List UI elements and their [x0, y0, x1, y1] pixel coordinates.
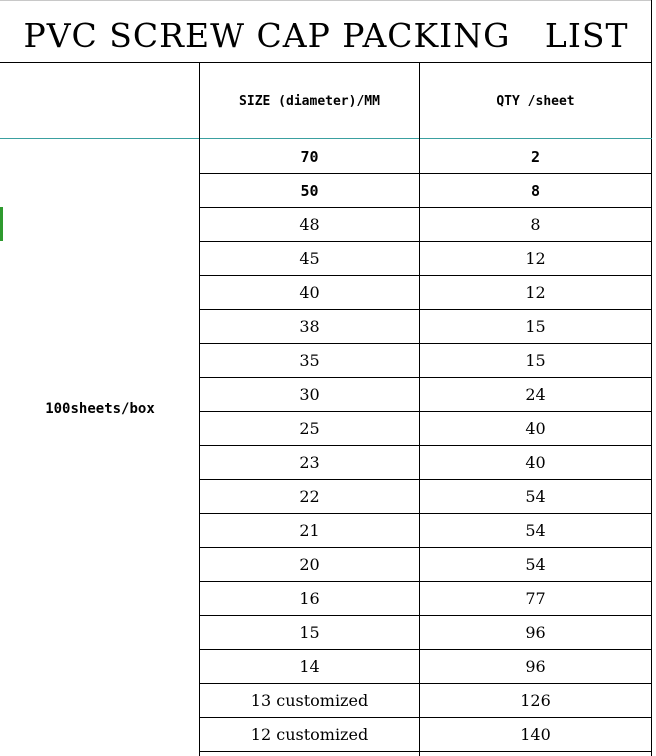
size-cell: 48: [299, 215, 320, 234]
qty-cell: 96: [525, 657, 546, 676]
qty-cell: 15: [525, 351, 546, 370]
size-cell: 20: [299, 555, 320, 574]
size-cell: 50: [300, 182, 319, 200]
right-border: [651, 0, 652, 756]
qty-cell: 54: [525, 521, 546, 540]
qty-cell: 140: [520, 725, 551, 744]
qty-cell: 54: [525, 487, 546, 506]
size-cell: 23: [299, 453, 320, 472]
size-cell: 13 customized: [250, 691, 369, 710]
size-cell: 12 customized: [250, 725, 369, 744]
qty-cell: 40: [525, 453, 546, 472]
size-cell: 25: [299, 419, 320, 438]
page-title: PVC SCREW CAP PACKING LIST: [23, 16, 629, 55]
title-bottom-border: [0, 62, 652, 63]
sheet-top-gridline: [0, 0, 652, 5]
size-cell: 14: [299, 657, 320, 676]
row-divider: [200, 751, 652, 752]
size-cell: 30: [299, 385, 320, 404]
qty-cell: 54: [525, 555, 546, 574]
qty-cell: 2: [530, 148, 541, 166]
size-cell: 38: [299, 317, 320, 336]
size-cell: 35: [299, 351, 320, 370]
size-column-header: SIZE (diameter)/MM: [239, 94, 380, 109]
size-cell: 40: [299, 283, 320, 302]
qty-cell: 126: [520, 691, 551, 710]
qty-cell: 12: [525, 283, 546, 302]
size-cell: 70: [300, 148, 319, 166]
qty-cell: 8: [530, 215, 541, 234]
qty-cell: 24: [525, 385, 546, 404]
qty-column-header: QTY /sheet: [496, 94, 575, 109]
size-cell: 45: [299, 249, 320, 268]
qty-cell: 12: [525, 249, 546, 268]
size-cell: 15: [299, 623, 320, 642]
size-cell: 21: [299, 521, 320, 540]
size-cell: 16: [299, 589, 320, 608]
qty-cell: 40: [525, 419, 546, 438]
qty-cell: 77: [525, 589, 546, 608]
packaging-cell: 100sheets/box: [45, 401, 155, 417]
size-cell: 22: [299, 487, 320, 506]
qty-cell: 96: [525, 623, 546, 642]
qty-cell: 8: [530, 182, 541, 200]
qty-cell: 15: [525, 317, 546, 336]
